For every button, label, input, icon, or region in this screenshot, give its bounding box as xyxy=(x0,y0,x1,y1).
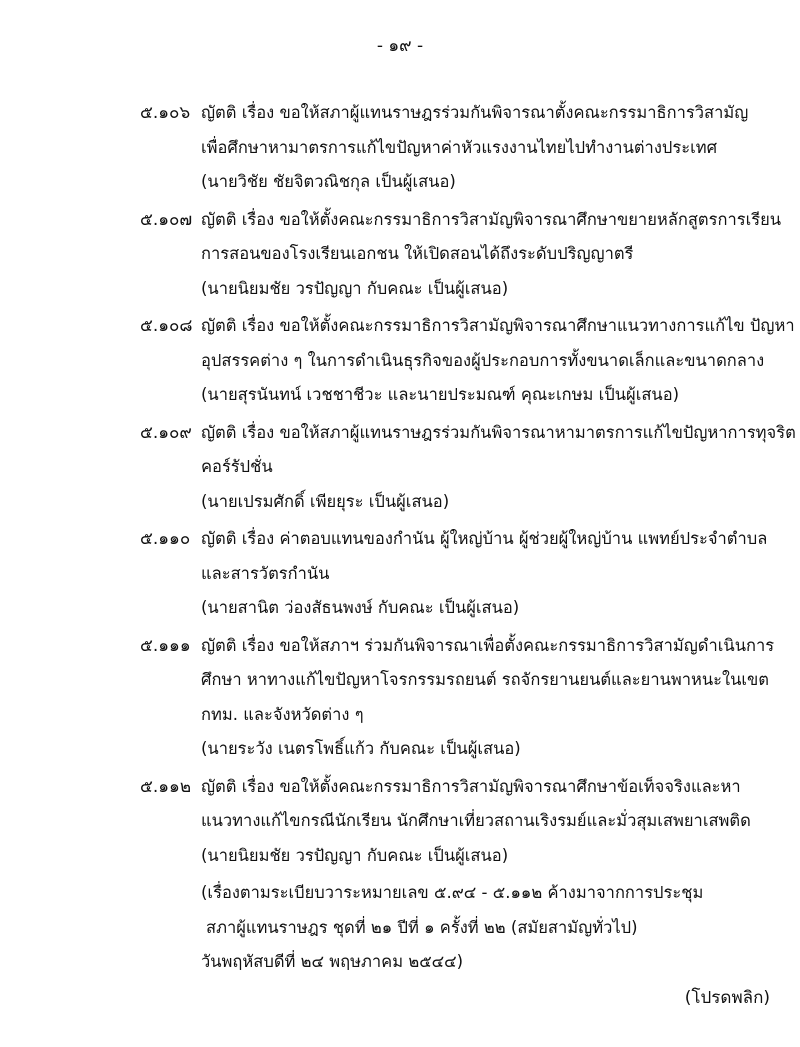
item-body xyxy=(201,629,786,767)
item-proposer: (นายวิชัย ชัยจิตวณิชกุล เป็นผู้เสนอ) xyxy=(201,172,456,191)
item-proposer: (นายเปรมศักดิ์ เพียยุระ เป็นผู้เสนอ) xyxy=(201,491,450,511)
item-body xyxy=(201,96,786,200)
item-text-line: ญัตติ เรื่อง ขอให้ตั้งคณะกรรมาธิการวิสามัญพิจารณาศึกษาข้อเท็จจริงและหา xyxy=(201,776,741,796)
item-proposer: (นายนิยมชัย วรปัญญา กับคณะ เป็นผู้เสนอ) xyxy=(201,278,509,298)
item-text-line: ญัตติ เรื่อง ขอให้สภาผู้แทนราษฎรร่วมกันพิจารณาหามาตรการแก้ไขปัญหาการทุจริต xyxy=(201,422,796,442)
item-number: ๕.๑๐๘ xyxy=(140,316,193,336)
agenda-item xyxy=(0,770,800,874)
item-body xyxy=(201,309,795,413)
item-number: ๕.๑๑๑ xyxy=(140,635,191,656)
item-text-line: ญัตติ เรื่อง ขอให้ตั้งคณะกรรมาธิการวิสามัญพิจารณาศึกษาขยายหลักสูตรการเรียน xyxy=(201,209,782,229)
item-text-line: ญัตติ เรื่อง ขอให้ตั้งคณะกรรมาธิการวิสามัญพิจารณาศึกษาแนวทางการแก้ไข ปัญหา xyxy=(201,316,795,335)
agenda-item xyxy=(0,629,800,767)
item-number: ๕.๑๑๐ xyxy=(140,529,191,549)
page-number: - ๑๙ - xyxy=(376,36,424,56)
agenda-item xyxy=(0,203,800,307)
item-text-line: คอร์รัปชั่น xyxy=(201,457,273,476)
agenda-item xyxy=(0,309,800,413)
item-text-line: การสอนของโรงเรียนเอกชน ให้เปิดสอนได้ถึงระดับปริญญาตรี xyxy=(201,244,634,263)
agenda-list xyxy=(0,96,800,980)
item-text-line: เพื่อศึกษาหามาตรการแก้ไขปัญหาค่าหัวแรงงานไทยไปทำงานต่างประเทศ xyxy=(201,137,718,157)
note-line: สภาผู้แทนราษฎร ชุดที่ ๒๑ ปีที่ ๑ ครั้งที่ ๒๒ (สมัยสามัญทั่วไป) xyxy=(206,917,638,937)
item-proposer: (นายสานิต ว่องสัธนพงษ์ กับคณะ เป็นผู้เสนอ) xyxy=(201,598,520,617)
item-body xyxy=(201,522,786,626)
item-proposer: (นายสุรนันทน์ เวชชาชีวะ และนายประมณฑ์ คุณะเกษม เป็นผู้เสนอ) xyxy=(201,385,680,404)
item-text-line: ญัตติ เรื่อง ขอให้สภาฯ ร่วมกันพิจารณาเพื่อตั้งคณะกรรมาธิการวิสามัญดำเนินการ xyxy=(201,635,775,655)
item-proposer: (นายนิยมชัย วรปัญญา กับคณะ เป็นผู้เสนอ) xyxy=(201,845,509,865)
carryover-note xyxy=(201,876,786,980)
agenda-item xyxy=(0,96,800,200)
agenda-item xyxy=(0,416,800,520)
item-number: ๕.๑๐๖ xyxy=(140,103,191,123)
item-proposer: (นายระวัง เนตรโพธิ์แก้ว กับคณะ เป็นผู้เสนอ) xyxy=(201,739,521,758)
item-text-line: กทม. และจังหวัดต่าง ๆ xyxy=(201,704,364,724)
note-line: วันพฤหัสบดีที่ ๒๔ พฤษภาคม ๒๕๔๔) xyxy=(201,952,464,971)
item-text-line: ศึกษา หาทางแก้ไขปัญหาโจรกรรมรถยนต์ รถจักรยานยนต์และยานพาหนะในเขต xyxy=(201,670,770,689)
item-text-line: ญัตติ เรื่อง ขอให้สภาผู้แทนราษฎรร่วมกันพิจารณาตั้งคณะกรรมาธิการวิสามัญ xyxy=(201,103,749,122)
item-body xyxy=(201,770,786,874)
item-body xyxy=(201,416,796,520)
item-text-line: แนวทางแก้ไขกรณีนักเรียน นักศึกษาเที่ยวสถานเริงรมย์และมั่วสุมเสพยาเสพติด xyxy=(201,811,751,830)
item-text-line: และสารวัตรกำนัน xyxy=(201,563,330,583)
note-line: (เรื่องตามระเบียบวาระหมายเลข ๕.๙๔ - ๕.๑๑๒ ค้างมาจากการประชุม xyxy=(201,883,704,902)
item-number: ๕.๑๐๗ xyxy=(140,209,193,230)
agenda-item xyxy=(0,522,800,626)
item-text-line: ญัตติ เรื่อง ค่าตอบแทนของกำนัน ผู้ใหญ่บ้าน ผู้ช่วยผู้ใหญ่บ้าน แพทย์ประจำตำบล xyxy=(201,529,768,548)
item-number: ๕.๑๑๒ xyxy=(140,776,192,797)
item-body xyxy=(201,203,786,307)
item-number: ๕.๑๐๙ xyxy=(140,422,192,443)
please-turn-over-note: (โปรดพลิก) xyxy=(684,988,770,1008)
item-text-line: อุปสรรคต่าง ๆ ในการดำเนินธุรกิจของผู้ประกอบการทั้งขนาดเล็กและขนาดกลาง xyxy=(201,350,765,370)
